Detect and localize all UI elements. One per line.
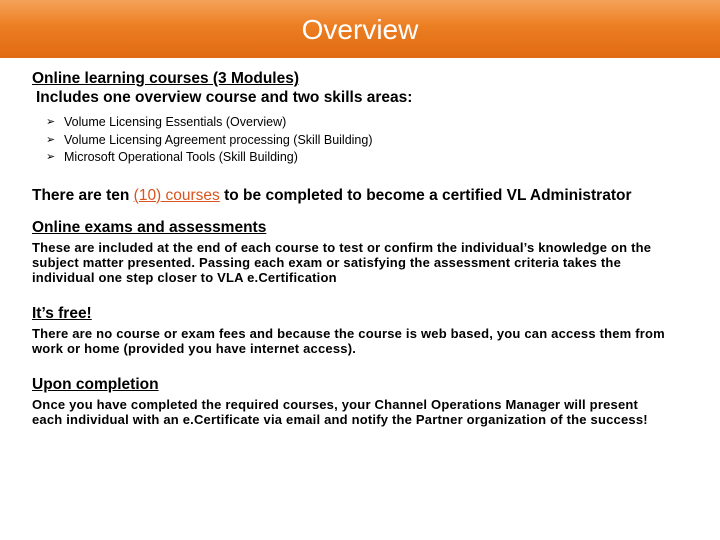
completion-body: Once you have completed the required courses, your Channel Operations Manager will present each individual with an e.Certificate via email and notify the Partner organization of the success! xyxy=(32,396,648,427)
completion-heading: Upon completion xyxy=(32,375,159,393)
list-item xyxy=(46,149,702,167)
arrow-bullet-icon: ➢ xyxy=(46,151,56,163)
exams-body: These are included at the end of each course to test or confirm the individual’s knowledge on the subject matter presented. Passing each exam or satisfying the assessment criteria takes the individual one step closer to VLA e.Certification xyxy=(32,239,652,285)
module-label: Volume Licensing Essentials (Overview) xyxy=(64,115,287,129)
slide-content xyxy=(32,70,702,427)
courses-link[interactable]: (10) courses xyxy=(133,186,220,204)
statement-text-after: to be completed to become a certified VL Administrator xyxy=(219,186,632,204)
arrow-bullet-icon: ➢ xyxy=(46,133,56,146)
title-bar xyxy=(0,0,720,58)
module-label: Volume Licensing Agreement processing (Skill Building) xyxy=(64,132,373,147)
module-label: Microsoft Operational Tools (Skill Building) xyxy=(64,150,298,164)
certification-statement xyxy=(32,187,632,204)
free-heading: It’s free! xyxy=(32,304,92,322)
module-list xyxy=(46,114,702,167)
intro-heading: Online learning courses (3 Modules) xyxy=(32,70,299,87)
free-body: There are no course or exam fees and because the course is web based, you can access them from work or home (provided you have internet access). xyxy=(32,325,665,356)
statement-text-before: There are ten xyxy=(32,186,134,204)
exams-heading: Online exams and assessments xyxy=(32,218,267,236)
list-item xyxy=(46,132,702,150)
intro-subheading: Includes one overview course and two skills areas: xyxy=(36,89,413,106)
slide-title: Overview xyxy=(301,14,419,45)
list-item xyxy=(46,114,702,132)
arrow-bullet-icon: ➢ xyxy=(46,116,56,128)
